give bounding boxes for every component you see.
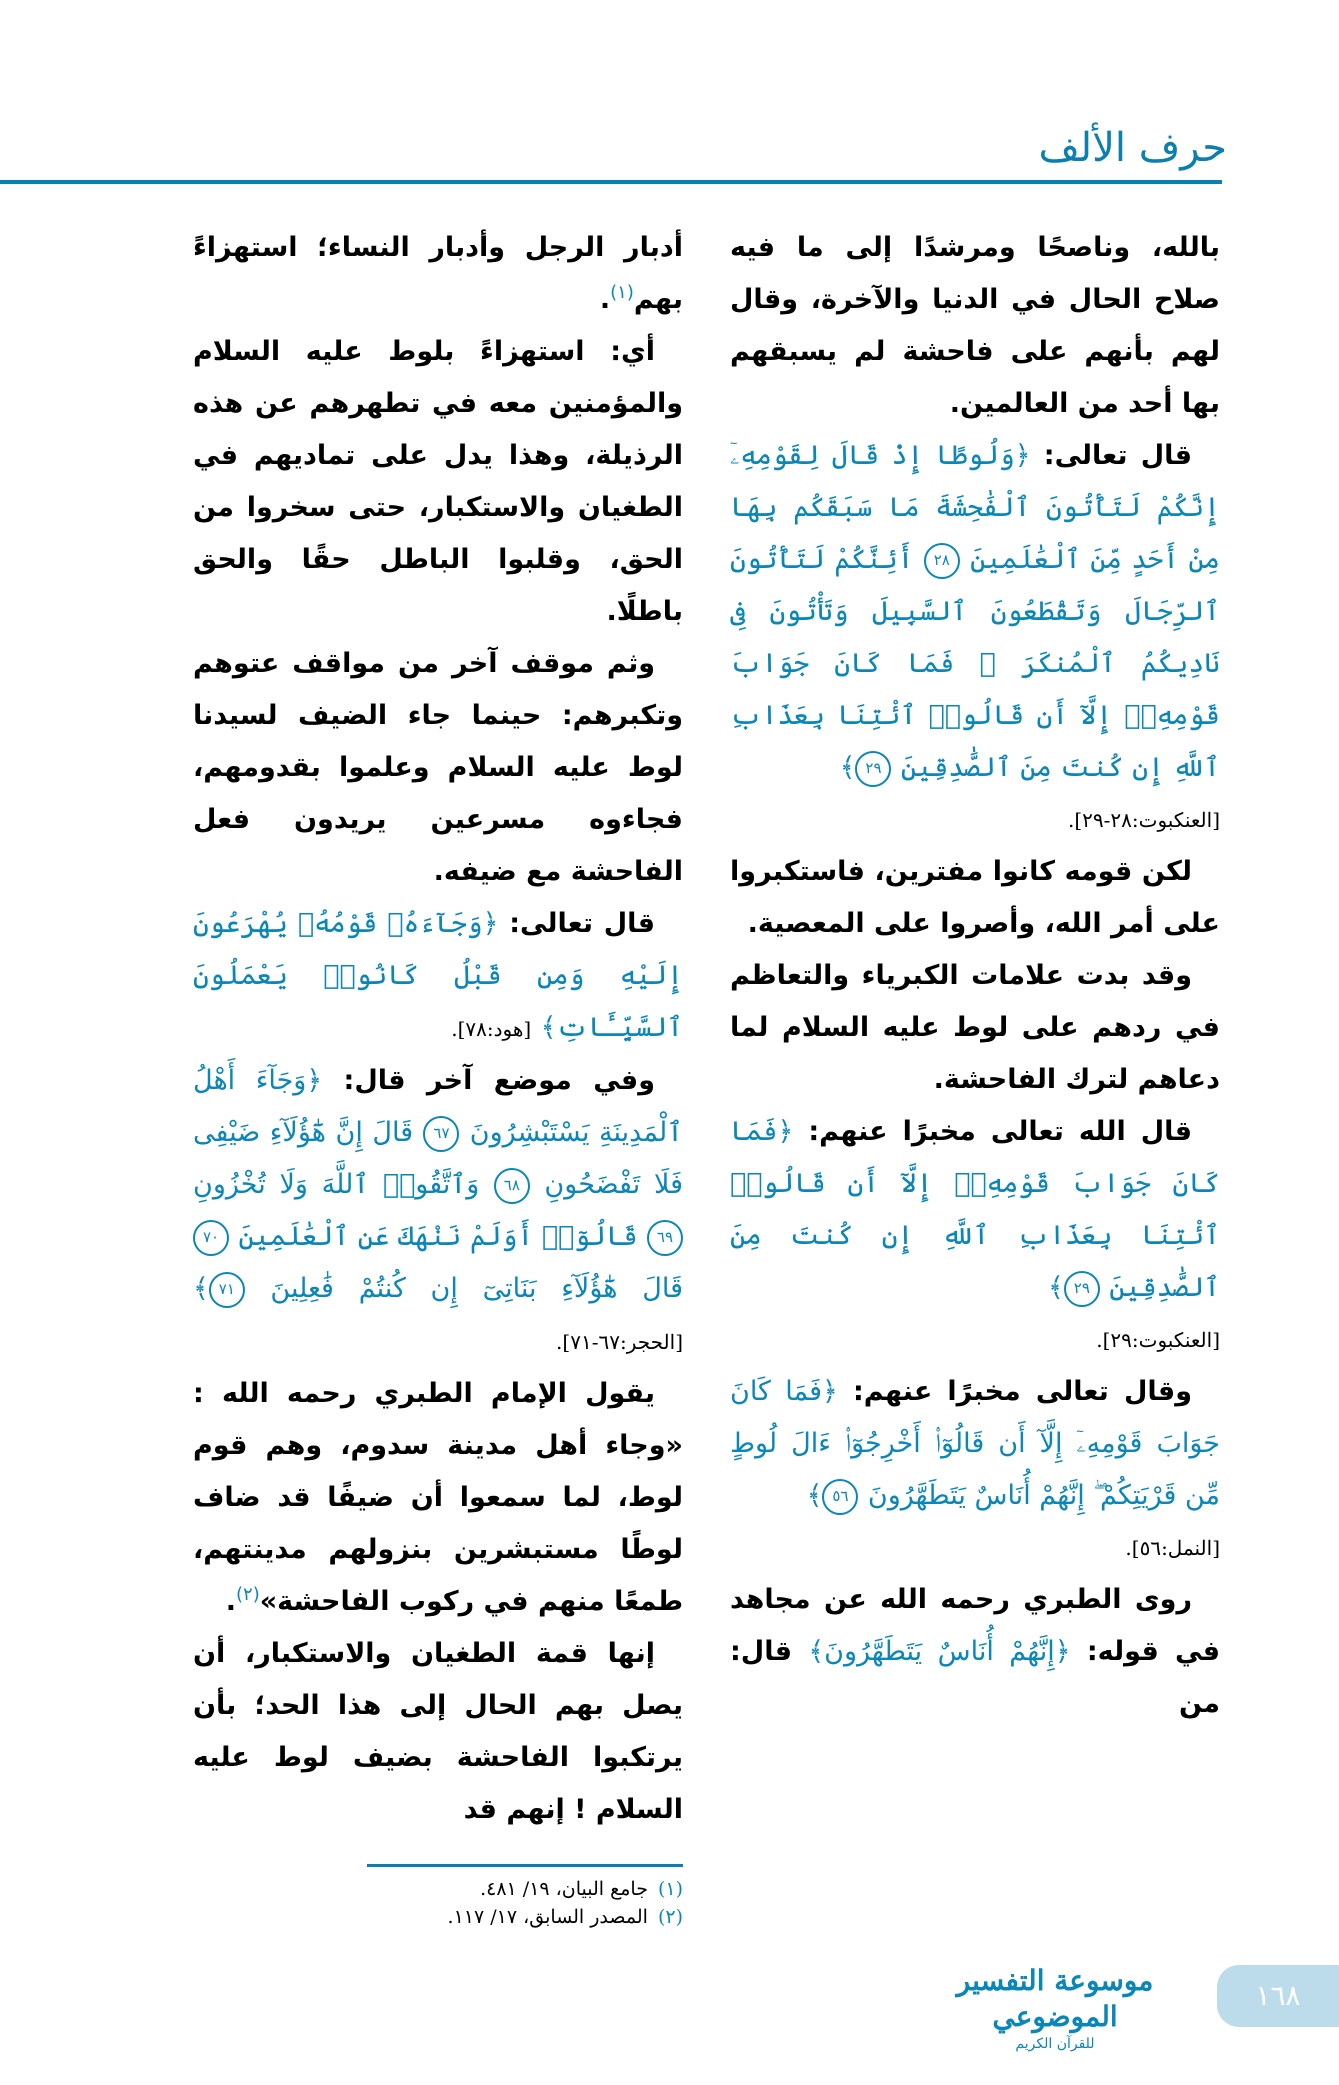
- footnote-number: (٢): [657, 1906, 683, 1928]
- intro-text: وقال تعالى مخبرًا عنهم:: [853, 1376, 1192, 1407]
- quran-close-bracket-icon: ﴾: [808, 1636, 825, 1667]
- intro-text: وفي موضع آخر قال:: [343, 1065, 655, 1096]
- quran-close-bracket-icon: ﴾: [1048, 1272, 1064, 1303]
- paragraph: [193, 1368, 683, 1628]
- surah-reference: [العنكبوت:٢٩].: [1096, 1328, 1220, 1352]
- encyclopedia-logo: [930, 1963, 1180, 2053]
- quran-open-bracket-icon: ﴿: [777, 1116, 794, 1147]
- right-column: [730, 222, 1220, 1730]
- body-text: .: [225, 1586, 236, 1617]
- intro-text: قال تعالى:: [509, 908, 655, 939]
- surah-reference: [النمل:٥٦].: [1125, 1536, 1220, 1560]
- quran-citation-paragraph: [730, 430, 1220, 794]
- ayah-number-badge: ٧٠: [193, 1220, 229, 1256]
- footnote-text: المصدر السابق، ١٧/ ١١٧.: [447, 1906, 648, 1928]
- quran-verse: فَمَا كَانَ جَوَابَ قَوْمِهِۦٓ إِلَّآ أَن قَالُوا۟ ٱئْتِنَا بِعَذَابِ ٱللَّهِ إِن كُنتَ مِنَ ٱلصَّٰدِقِينَ: [730, 1116, 1220, 1303]
- footnote-block: [193, 1864, 683, 1931]
- quran-close-bracket-icon: ﴾: [839, 752, 856, 783]
- logo-subtitle: للقرآن الكريم: [1015, 2036, 1095, 2052]
- page-header: [0, 0, 1339, 222]
- quran-verse: وَجَآءَهُۥ قَوْمُهُۥ يُهْرَعُونَ إِلَيْهِ وَمِن قَبْلُ كَانُوا۟ يَعْمَلُونَ ٱلسَّيِّـَٔاتِ: [193, 908, 683, 1043]
- paragraph: لكن قومه كانوا مفترين، فاستكبروا على أمر الله، وأصروا على المعصية.: [730, 856, 1220, 939]
- ayah-number-badge: ٢٨: [924, 543, 960, 579]
- ayah-number-badge: ٥٦: [822, 1479, 858, 1515]
- quran-verse: قَالَ إِنَّ هَٰٓؤُلَآءِ ضَيْفِى فَلَا تَفْضَحُونِ: [193, 1117, 683, 1200]
- paragraph: [193, 222, 683, 326]
- footnote-divider: [367, 1864, 683, 1867]
- quran-verse: وَجَآءَ أَهْلُ ٱلْمَدِينَةِ يَسْتَبْشِرُونَ: [193, 1065, 683, 1148]
- footnote-item: [367, 1903, 683, 1931]
- surah-reference: [العنكبوت:٢٨-٢٩].: [1067, 808, 1220, 832]
- quran-verse: إِنَّهُمْ أُنَاسٌ يَتَطَهَّرُونَ: [824, 1636, 1055, 1667]
- paragraph: إنها قمة الطغيان والاستكبار، أن يصل بهم الحال إلى هذا الحد؛ بأن يرتكبوا الفاحشة بضيف لوط عليه السلام ! إنهم قد: [193, 1638, 683, 1825]
- left-stack: [193, 222, 683, 1931]
- quran-citation-paragraph: [193, 898, 683, 1055]
- footnotes: [367, 1875, 683, 1931]
- body-text: أدبار الرجل وأدبار النساء؛ استهزاءً بهم: [193, 232, 683, 315]
- ayah-number-badge: ٢٩: [1064, 1271, 1100, 1307]
- quran-verse: قَالَ هَٰٓؤُلَآءِ بَنَاتِىٓ إِن كُنتُمْ فَٰعِلِينَ: [270, 1273, 684, 1304]
- body-text: .: [599, 284, 611, 315]
- surah-reference: [الحجر:٦٧-٧١].: [556, 1330, 683, 1354]
- ayah-number-badge: ٧١: [209, 1272, 245, 1308]
- quran-open-bracket-icon: ﴿: [822, 1376, 838, 1407]
- body-text: يقول الإمام الطبري رحمه الله : «وجاء أهل مدينة سدوم، وهم قوم لوط، لما سمعوا أن ضيفًا قد ضاف لوطًا مستبشرين بنزولهم مدينتهم، طمعًا منهم في ركوب الفاحشة»: [193, 1378, 683, 1617]
- quran-open-bracket-icon: ﴿: [306, 1065, 323, 1096]
- footnote-text: جامع البيان، ١٩/ ٤٨١.: [480, 1878, 648, 1900]
- quran-verse: وَٱتَّقُوا۟ ٱللَّهَ وَلَا تُخْزُونِ: [193, 1169, 480, 1200]
- page-footer: [0, 1955, 1339, 2085]
- intro-text: قال تعالى:: [1043, 440, 1193, 471]
- left-column: [193, 222, 683, 1836]
- quran-verse: فَمَا كَانَ جَوَابَ قَوْمِهِۦٓ إِلَّآ أَن قَالُوٓا۟ أَخْرِجُوٓا۟ ءَالَ لُوطٍ مِّن قَرْيَتِكُمْ ۖ إِنَّهُمْ أُنَاسٌ يَتَطَهَّرُونَ: [730, 1376, 1220, 1511]
- quran-verse: وَلُوطًا إِذْ قَالَ لِقَوْمِهِۦٓ إِنَّكُمْ لَتَأْتُونَ ٱلْفَٰحِشَةَ مَا سَبَقَكُم بِهَا مِنْ أَحَدٍ مِّنَ ٱلْعَٰلَمِينَ: [730, 440, 1220, 575]
- quran-close-bracket-icon: ﴾: [806, 1480, 823, 1511]
- quran-open-bracket-icon: ﴿: [1014, 440, 1031, 471]
- header-divider: [0, 180, 1222, 184]
- paragraph: وقد بدت علامات الكبرياء والتعاظم في ردهم على لوط عليه السلام لما دعاهم لترك الفاحشة.: [730, 960, 1220, 1095]
- ayah-number-badge: ٦٩: [647, 1220, 683, 1256]
- body-text: روى الطبري رحمه الله عن مجاهد في قوله:: [730, 1584, 1221, 1667]
- quran-verse: أَئِنَّكُمْ لَتَأْتُونَ ٱلرِّجَالَ وَتَقْطَعُونَ ٱلسَّبِيلَ وَتَأْتُونَ فِى نَادِيكُمُ ٱلْمُنكَرَ ۖ فَمَا كَانَ جَوَابَ قَوْمِهِۦٓ إِلَّآ أَن قَالُوا۟ ٱئْتِنَا بِعَذَابِ ٱللَّهِ إِن كُنتَ مِنَ ٱلصَّٰدِقِينَ: [730, 544, 1220, 783]
- quran-verse: قَالُوٓا۟ أَوَلَمْ نَنْهَكَ عَنِ ٱلْعَٰلَمِينَ: [238, 1221, 638, 1252]
- footnote-number: (١): [657, 1878, 683, 1900]
- body-text: قال: من: [730, 1636, 1220, 1719]
- text-columns: [0, 222, 1339, 1931]
- surah-reference: [هود:٧٨].: [451, 1017, 532, 1041]
- paragraph: وثم موقف آخر من مواقف عتوهم وتكبرهم: حينما جاء الضيف لسيدنا لوط عليه السلام وعلموا بقدومهم، فجاءوه مسرعين يريدون فعل الفاحشة مع ضيفه.: [193, 648, 683, 887]
- quran-open-bracket-icon: ﴿: [1054, 1636, 1071, 1667]
- quran-citation-paragraph: [193, 1055, 683, 1368]
- paragraph: [730, 1574, 1220, 1730]
- quran-close-bracket-icon: ﴾: [540, 1012, 557, 1043]
- paragraph: بالله، وناصحًا ومرشدًا إلى ما فيه صلاح الحال في الدنيا والآخرة، وقال لهم بأنهم على فاحشة لم يسبقهم بها أحد من العالمين.: [730, 232, 1220, 419]
- chapter-title: حرف الألف: [1038, 125, 1227, 171]
- ayah-number-badge: ٦٧: [423, 1116, 459, 1152]
- paragraph: أي: استهزاءً بلوط عليه السلام والمؤمنين معه في تطهرهم عن هذه الرذيلة، وهذا يدل على تماديهم في الطغيان والاستكبار، حتى سخروا من الحق، وقلبوا الباطل حقًا والحق باطلًا.: [193, 336, 683, 627]
- quran-citation-paragraph: [730, 1366, 1220, 1522]
- footnote-ref-link[interactable]: (١): [610, 282, 634, 303]
- quran-close-bracket-icon: ﴾: [193, 1273, 209, 1304]
- logo-title: موسوعة التفسير الموضوعي: [956, 1964, 1154, 2033]
- intro-text: قال الله تعالى مخبرًا عنهم:: [808, 1116, 1192, 1147]
- page-number-badge: ١٦٨: [1217, 1965, 1339, 2027]
- quran-open-bracket-icon: ﴿: [482, 908, 499, 939]
- footnote-ref-link[interactable]: (٢): [236, 1584, 260, 1605]
- ayah-number-badge: ٢٩: [855, 751, 891, 787]
- quran-citation-paragraph: [730, 1106, 1220, 1314]
- footnote-item: [367, 1875, 683, 1903]
- ayah-number-badge: ٦٨: [494, 1168, 530, 1204]
